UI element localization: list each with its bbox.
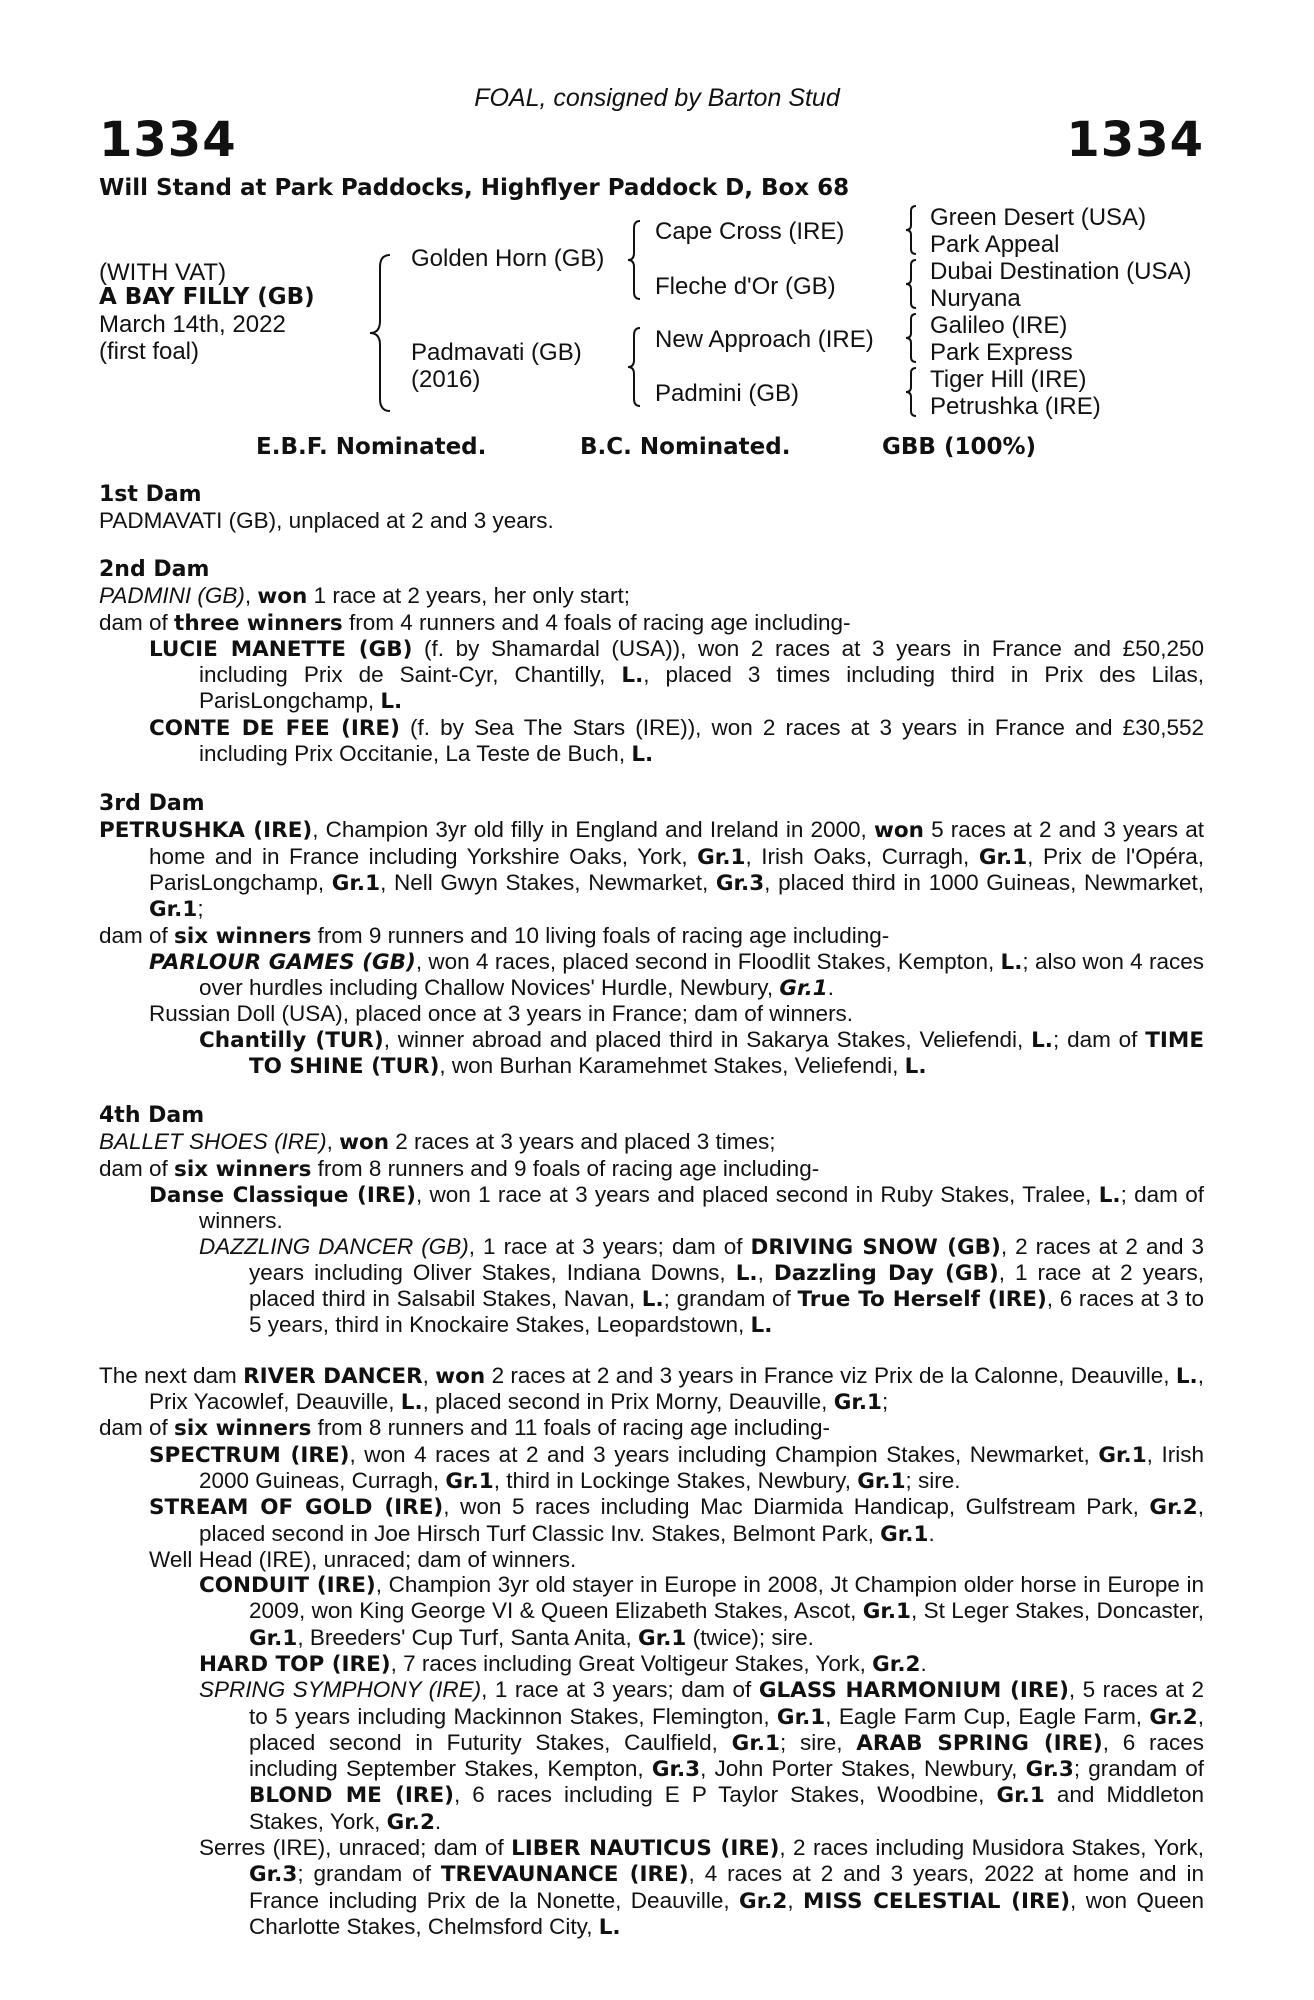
entry-text: L. (400, 1390, 423, 1416)
entry-text: Gr.2 (739, 1888, 788, 1914)
entry-text: Dazzling Day (GB) (773, 1260, 999, 1286)
entry-text: PADMAVATI (GB), unplaced at 2 and 3 years. (99, 508, 554, 533)
entry-text: Gr.1 (978, 844, 1028, 870)
entry-text: Gr.1 (779, 976, 828, 1002)
pedigree-entry (99, 817, 1204, 922)
entry-text: ; sire. (905, 1467, 961, 1493)
entry-text: , placed second in Futurity Stakes, Caulfield, (249, 1703, 1204, 1755)
entry-text: L. (1175, 1363, 1198, 1389)
entry-text: , (757, 1259, 774, 1285)
entry-text: , placed second in Joe Hirsch Turf Classic Inv. Stakes, Belmont Park, (199, 1494, 1204, 1546)
entry-text: , 2 races at 2 and 3 years including Oliver Stakes, Indiana Downs, (249, 1233, 1205, 1285)
entry-text: Well Head (IRE), unraced; dam of winners. (149, 1546, 577, 1572)
entry-text: L. (750, 1313, 773, 1339)
entry-text: Gr.1 (697, 844, 746, 870)
entry-text: ; also won 4 races over hurdles including Challow Novices' Hurdle, Newbury, (199, 948, 1204, 1001)
entry-text: ; (882, 1389, 889, 1415)
section-heading: 3rd Dam (99, 791, 205, 817)
entry-text: Gr.1 (445, 1468, 494, 1494)
entry-text: dam of (99, 1415, 175, 1441)
entry-text: Gr.3 (651, 1757, 701, 1783)
pedigree-dam-sire: New Approach (IRE) (655, 326, 874, 353)
consignor-line: FOAL, consigned by Barton Stud (474, 84, 840, 112)
stand-location: Will Stand at Park Paddocks, Highflyer Paddock D, Box 68 (99, 175, 850, 201)
entry-text: , 6 races including E P Taylor Stakes, Woodbine, (454, 1782, 997, 1808)
entry-text: from 4 runners and 4 foals of racing age including- (342, 609, 851, 635)
entry-text: , 5 races at 2 to 5 years including Mackinnon Stakes, Flemington, (249, 1677, 1204, 1729)
pedigree-dsd: Park Express (930, 339, 1073, 366)
entry-text: Gr.1 (1098, 1442, 1147, 1468)
entry-text: 2 races at 2 and 3 years in France viz Prix de la Calonne, Deauville, (485, 1362, 1176, 1388)
entry-text: dam of (99, 922, 175, 948)
pedigree-dam-dam: Padmini (GB) (655, 380, 800, 407)
entry-text: , Eagle Farm Cup, Eagle Farm, (825, 1703, 1150, 1729)
entry-text: Gr.1 (776, 1704, 826, 1730)
entry-text: Russian Doll (USA), placed once at 3 years in France; dam of winners. (149, 1001, 854, 1027)
entry-text: , won 4 races at 2 and 3 years including Champion Stakes, Newmarket, (349, 1441, 1099, 1467)
pedigree-brace-sire (626, 219, 642, 301)
entry-text: TREVAUNANCE (IRE) (440, 1862, 689, 1888)
entry-text: six winners (174, 1156, 312, 1182)
pedigree-entry (99, 1415, 1204, 1441)
entry-text: ARAB SPRING (IRE) (856, 1730, 1103, 1756)
entry-text: LUCIE MANETTE (GB) (149, 636, 413, 662)
entry-text: STREAM OF GOLD (IRE) (149, 1495, 444, 1521)
entry-text: won (873, 818, 924, 844)
pedigree-entry (99, 1572, 1204, 1651)
entry-text: CONTE DE FEE (IRE) (149, 715, 400, 741)
entry-text: (f. by Sea The Stars (IRE)), won 2 races at 3 years in France and £30,552 including Prix Occitanie, La Teste de Buch, (199, 714, 1204, 767)
entry-text: TIME TO SHINE (TUR) (249, 1027, 1205, 1080)
dam-section (99, 1103, 1204, 1338)
entry-text: Gr.1 (862, 1599, 912, 1625)
pedigree-dss: Galileo (IRE) (930, 312, 1068, 339)
entry-text: , St Leger Stakes, Doncaster, (911, 1598, 1204, 1624)
entry-text: HARD TOP (IRE) (199, 1651, 391, 1677)
pedigree-sdd: Nuryana (930, 285, 1021, 312)
entry-text: ; grandam of (663, 1286, 798, 1312)
entry-text: from 9 runners and 10 living foals of racing age including- (311, 922, 890, 948)
entry-text: , third in Lockinge Stakes, Newbury, (493, 1467, 858, 1493)
entry-text: , (422, 1362, 436, 1388)
entry-text: Gr.1 (331, 870, 381, 896)
pedigree-entry (99, 1363, 1204, 1416)
entry-text: , winner abroad and placed third in Sakarya Stakes, Veliefendi, (383, 1026, 1032, 1052)
entry-text: from 8 runners and 9 foals of racing age including- (311, 1155, 820, 1181)
entry-text: Gr.1 (996, 1783, 1045, 1809)
pedigree-entry (99, 1651, 1204, 1677)
entry-text: SPECTRUM (IRE) (149, 1442, 350, 1468)
entry-text: MISS CELESTIAL (IRE) (803, 1888, 1071, 1914)
pedigree-entry (99, 715, 1204, 768)
entry-text: , Prix Yacowlef, Deauville, (149, 1362, 1204, 1415)
bc-nomination: B.C. Nominated. (580, 434, 791, 460)
pedigree-ddd: Petrushka (IRE) (930, 393, 1101, 420)
pedigree-dam-year: (2016) (411, 366, 481, 393)
entry-text: , (326, 1129, 340, 1155)
entry-text: dam of (99, 1155, 175, 1181)
entry-text: L. (380, 689, 403, 715)
entry-text: L. (1031, 1027, 1053, 1053)
entry-text: ; (197, 896, 204, 922)
entry-text: L. (621, 663, 644, 689)
entry-text: . (434, 1808, 442, 1834)
entry-text: , 7 races including Great Voltigeur Stakes, York, (390, 1650, 873, 1676)
section-heading: 2nd Dam (99, 557, 210, 583)
entry-text: ; grandam of (1073, 1756, 1205, 1782)
entry-text: PARLOUR GAMES (GB) (149, 949, 416, 975)
entry-text: , 1 race at 3 years; dam of (468, 1233, 751, 1259)
entry-text: Gr.2 (1149, 1704, 1198, 1730)
pedigree-entry (99, 1494, 1204, 1547)
entry-text: dam of (99, 609, 175, 635)
entry-text: , Champion 3yr old filly in England and Ireland in 2000, (312, 817, 874, 843)
entry-text: ; sire, (779, 1729, 857, 1755)
pedigree-brace-ds (904, 312, 918, 364)
pedigree-brace-dam (626, 326, 642, 408)
entry-text: , placed second in Prix Morny, Deauville, (422, 1389, 834, 1415)
entry-text: , 6 races at 3 to 5 years, third in Knockaire Stakes, Leopardstown, (249, 1286, 1204, 1338)
entry-text: , 4 races at 2 and 3 years, 2022 at home and in France including Prix de la Nonette, Deauville, (249, 1861, 1204, 1913)
pedigree-entry (99, 1156, 1204, 1182)
entry-text: from 8 runners and 11 foals of racing age including- (311, 1415, 831, 1441)
pedigree-sire: Golden Horn (GB) (411, 245, 605, 272)
pedigree-dam: Padmavati (GB) (411, 339, 582, 366)
entry-text: , John Porter Stakes, Newbury, (700, 1756, 1026, 1782)
pedigree-entry (99, 636, 1204, 715)
entry-text: (twice); sire. (686, 1624, 814, 1650)
foal-note: (first foal) (99, 338, 200, 365)
entry-text: Gr.2 (386, 1809, 435, 1835)
entry-text: won (257, 584, 308, 610)
entry-text: , won Queen Charlotte Stakes, Chelmsford City, (249, 1887, 1204, 1939)
pedigree-sds: Dubai Destination (USA) (930, 258, 1192, 285)
entry-text: BLOND ME (IRE) (249, 1783, 454, 1809)
pedigree-entry (99, 1001, 1204, 1026)
pedigree-sire-sire: Cape Cross (IRE) (655, 218, 845, 245)
entry-text: . (928, 1520, 935, 1546)
entry-text: Gr.1 (833, 1390, 882, 1416)
gbb-rating: GBB (100%) (882, 434, 1037, 460)
entry-text: BALLET SHOES (IRE) (99, 1129, 327, 1155)
entry-text: GLASS HARMONIUM (IRE) (758, 1678, 1069, 1704)
entry-text: 5 races at 2 and 3 years at home and in France including Yorkshire Oaks, York, (149, 817, 1204, 869)
pedigree-entry (99, 1129, 1204, 1155)
pedigree-entry (99, 1182, 1204, 1234)
entry-text: , Champion 3yr old stayer in Europe in 2008, Jt Champion older horse in Europe in 2009, won King George VI & Queen Elizabeth Stakes, Ascot, (249, 1572, 1205, 1624)
entry-text: Gr.1 (731, 1730, 780, 1756)
pedigree-entry (99, 1442, 1204, 1495)
pedigree-entry (99, 610, 1204, 636)
entry-text: , Irish Oaks, Curragh, (745, 843, 979, 869)
entry-text: RIVER DANCER (243, 1363, 423, 1389)
pedigree-brace-dd (904, 366, 918, 418)
entry-text: DAZZLING DANCER (GB) (199, 1233, 469, 1259)
entry-text: six winners (174, 1416, 312, 1442)
entry-text: Chantilly (TUR) (199, 1027, 384, 1053)
entry-text: LIBER NAUTICUS (IRE) (511, 1836, 780, 1862)
entry-text: L. (1000, 949, 1023, 975)
pedigree-ssd: Park Appeal (930, 231, 1060, 258)
entry-text: PETRUSHKA (IRE) (99, 818, 313, 844)
entry-text: , (244, 583, 258, 609)
entry-text: , won 5 races including Mac Diarmida Handicap, Gulfstream Park, (443, 1494, 1150, 1520)
entry-text: , won 1 race at 3 years and placed second in Ruby Stakes, Tralee, (415, 1181, 1099, 1207)
entry-text: ; grandam of (297, 1861, 441, 1887)
entry-text: , 6 races including September Stakes, Kempton, (249, 1729, 1205, 1782)
produce-record (99, 482, 1204, 1964)
entry-text: L. (904, 1054, 927, 1080)
entry-text: ; dam of (1052, 1026, 1146, 1052)
entry-text: (f. by Shamardal (USA)), won 2 races at 3 years in France and £50,250 including Prix de Saint-Cyr, Chantilly, (199, 635, 1204, 688)
entry-text: , Nell Gwyn Stakes, Newmarket, (380, 869, 716, 895)
ebf-nomination: E.B.F. Nominated. (256, 434, 487, 460)
dam-section (99, 1363, 1204, 1941)
lot-number-right: 1334 (1066, 112, 1204, 168)
entry-text: , (787, 1887, 804, 1913)
pedigree-entry (99, 1835, 1204, 1940)
lot-number-left: 1334 (99, 112, 237, 168)
pedigree-entry (99, 923, 1204, 949)
dam-section (99, 482, 1204, 533)
entry-text: L. (641, 1287, 664, 1313)
entry-text: L. (631, 742, 654, 768)
entry-text: CONDUIT (IRE) (199, 1573, 376, 1599)
entry-text: , Breeders' Cup Turf, Santa Anita, (297, 1624, 639, 1650)
entry-text: Gr.1 (857, 1468, 906, 1494)
entry-text: won (339, 1130, 390, 1156)
entry-text: True To Herself (IRE) (797, 1287, 1047, 1313)
entry-text: , won 4 races, placed second in Floodlit Stakes, Kempton, (415, 948, 1001, 974)
entry-text: ; dam of winners. (199, 1181, 1204, 1234)
entry-text: SPRING SYMPHONY (IRE) (199, 1677, 482, 1703)
pedigree-sire-dam: Fleche d'Or (GB) (655, 273, 836, 300)
entry-text: Gr.3 (249, 1862, 298, 1888)
entry-text: Gr.2 (872, 1651, 921, 1677)
entry-text: Gr.1 (249, 1625, 298, 1651)
entry-text: PADMINI (GB) (99, 583, 245, 609)
pedigree-entry (99, 1677, 1204, 1835)
pedigree-brace-ss (904, 204, 918, 256)
pedigree-dds: Tiger Hill (IRE) (930, 366, 1087, 393)
entry-text: Gr.3 (715, 870, 765, 896)
entry-text: , Prix de l'Opéra, ParisLongchamp, (149, 843, 1204, 895)
entry-text: 2 races at 3 years and placed 3 times; (389, 1129, 776, 1155)
entry-text: Gr.1 (880, 1521, 929, 1547)
pedigree-entry (99, 1234, 1204, 1339)
entry-text: six winners (174, 923, 312, 949)
entry-text: Gr.1 (149, 897, 198, 923)
pedigree-brace-sd (904, 258, 918, 310)
entry-text: three winners (174, 610, 343, 636)
entry-text: , 2 races including Musidora Stakes, York, (779, 1835, 1204, 1861)
pedigree-entry (99, 1547, 1204, 1572)
vat-note: (WITH VAT) (99, 259, 227, 286)
entry-text: won (435, 1363, 486, 1389)
entry-text: and Middleton Stakes, York, (249, 1782, 1204, 1834)
entry-text: Danse Classique (IRE) (149, 1182, 416, 1208)
entry-text: , 1 race at 2 years, placed third in Salsabil Stakes, Navan, (249, 1259, 1204, 1312)
entry-text: . (827, 975, 834, 1001)
section-heading: 1st Dam (99, 482, 202, 507)
dam-section (99, 791, 1204, 1079)
pedigree-entry (99, 949, 1204, 1002)
entry-text: L. (1098, 1182, 1121, 1208)
entry-text: , placed third in 1000 Guineas, Newmarket, (764, 869, 1204, 895)
entry-text: , won Burhan Karamehmet Stakes, Veliefendi, (439, 1053, 905, 1079)
pedigree-entry (99, 508, 1204, 533)
entry-text: L. (598, 1914, 621, 1940)
entry-text: Serres (IRE), unraced; dam of (199, 1835, 512, 1861)
entry-text: L. (735, 1260, 758, 1286)
entry-text: Gr.2 (1149, 1495, 1198, 1521)
foaling-date: March 14th, 2022 (99, 311, 286, 338)
entry-text: , 1 race at 3 years; dam of (481, 1677, 759, 1703)
entry-text: , Irish 2000 Guineas, Curragh, (199, 1441, 1204, 1493)
entry-text: DRIVING SNOW (GB) (750, 1234, 1001, 1260)
dam-section (99, 557, 1204, 767)
lot-horse-name: A BAY FILLY (GB) (99, 284, 315, 310)
entry-text: . (920, 1650, 927, 1676)
entry-text: Gr.3 (1025, 1757, 1074, 1783)
pedigree-brace-main (368, 253, 394, 413)
entry-text: , placed 3 times including third in Prix des Lilas, ParisLongchamp, (199, 662, 1204, 714)
pedigree-entry (99, 583, 1204, 609)
pedigree-entry (99, 1027, 1204, 1080)
pedigree-sss: Green Desert (USA) (930, 204, 1147, 231)
entry-text: The next dam (99, 1362, 244, 1388)
entry-text: Gr.1 (638, 1625, 687, 1651)
section-heading: 4th Dam (99, 1103, 205, 1129)
entry-text: 1 race at 2 years, her only start; (307, 583, 630, 609)
